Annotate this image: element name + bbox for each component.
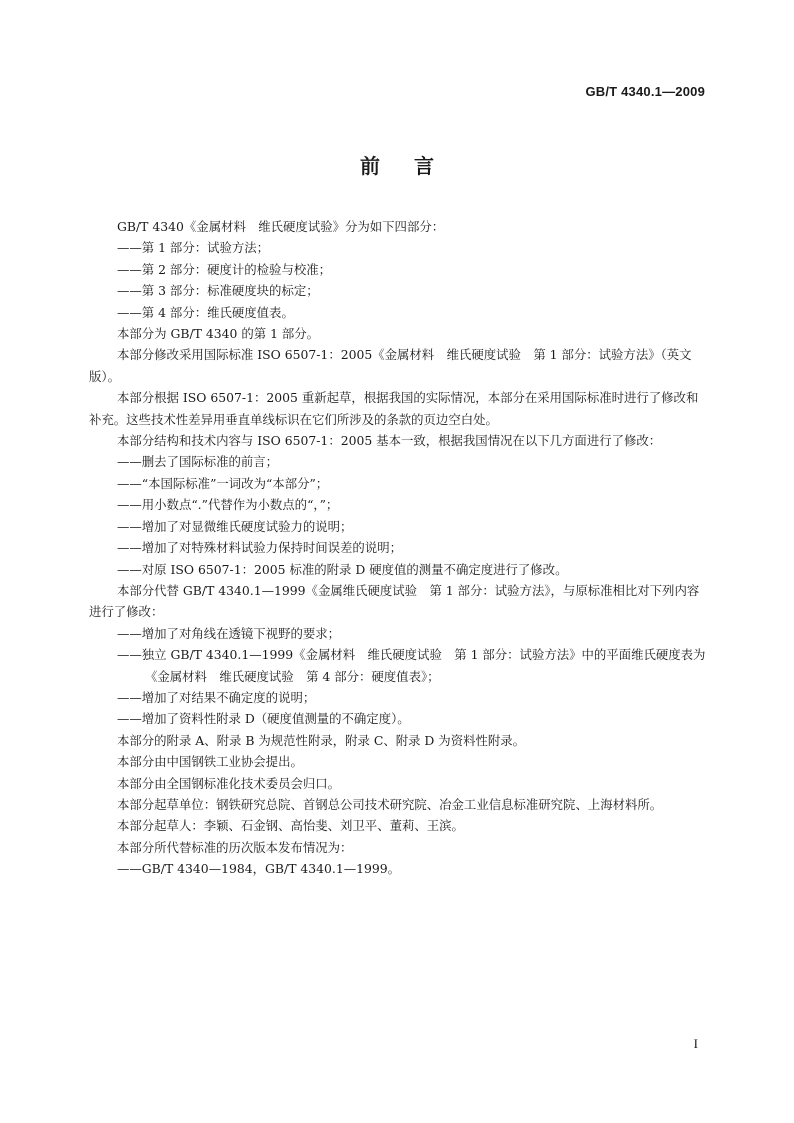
list-item: ——独立 GB/T 4340.1—1999《金属材料 维氏硬度试验 第 1 部分：试验方法》中的平面维氏硬度表为《金属材料 维氏硬度试验 第 4 部分：硬度值表》；: [117, 647, 706, 684]
paragraph: 本部分代替 GB/T 4340.1—1999《金属维氏硬度试验 第 1 部分：试验方法》，与原标准相比对下列内容进行了修改：: [89, 582, 700, 620]
list-item: ——删去了国际标准的前言；: [117, 454, 279, 470]
list-item: ——增加了资料性附录 D（硬度值测量的不确定度）。: [117, 711, 410, 727]
list-item: ——用小数点“.”代替作为小数点的“，”；: [117, 497, 339, 513]
page-title: 前言: [360, 154, 468, 178]
list-item: ——增加了对结果不确定度的说明；: [117, 689, 316, 705]
list-item: ——增加了对特殊材料试验力保持时间误差的说明；: [117, 540, 402, 556]
list-item: ——增加了对显微维氏硬度试验力的说明；: [117, 518, 353, 534]
list-item: ——“本国际标准”一词改为“本部分”；: [117, 475, 329, 491]
paragraph: 本部分由全国钢标准化技术委员会归口。: [117, 775, 341, 791]
foreword-body: [89, 216, 706, 880]
standard-code: GB/T 4340.1—2009: [585, 84, 705, 99]
paragraph: 本部分为 GB/T 4340 的第 1 部分。: [117, 326, 320, 342]
list-item: ——增加了对角线在透镜下视野的要求；: [117, 625, 341, 641]
paragraph: 本部分所代替标准的历次版本发布情况为：: [117, 839, 353, 855]
list-item: ——第 2 部分：硬度计的检验与校准；: [117, 261, 332, 277]
paragraph: 本部分由中国钢铁工业协会提出。: [117, 754, 303, 770]
list-item: ——GB/T 4340—1984，GB/T 4340.1—1999。: [117, 861, 401, 877]
list-item: ——对原 ISO 6507-1：2005 标准的附录 D 硬度值的测量不确定度进行了修改。: [117, 561, 568, 577]
list-item: ——第 1 部分：试验方法；: [117, 240, 270, 256]
paragraph: 本部分起草人：李颖、石金钢、高怡斐、刘卫平、董莉、王滨。: [117, 818, 464, 834]
paragraph: 本部分修改采用国际标准 ISO 6507-1：2005《金属材料 维氏硬度试验 第 1 部分：试验方法》（英文版）。: [89, 347, 692, 384]
list-item: ——第 3 部分：标准硬度块的标定；: [117, 283, 319, 299]
paragraph: 本部分起草单位：钢铁研究总院、首钢总公司技术研究院、冶金工业信息标准研究院、上海材料所。: [117, 796, 663, 812]
paragraph: 本部分根据 ISO 6507-1：2005 重新起草，根据我国的实际情况，本部分在采用国际标准时进行了修改和补充。这些技术性差异用垂直单线标识在它们所涉及的条款的页边空白处。: [89, 390, 699, 427]
page-number: I: [693, 1036, 698, 1051]
paragraph: GB/T 4340《金属材料 维氏硬度试验》分为如下四部分：: [117, 219, 445, 234]
list-item: ——第 4 部分：维氏硬度值表。: [117, 304, 294, 320]
paragraph: 本部分的附录 A、附录 B 为规范性附录，附录 C、附录 D 为资料性附录。: [117, 732, 526, 748]
paragraph: 本部分结构和技术内容与 ISO 6507-1：2005 基本一致，根据我国情况在以下几方面进行了修改：: [117, 433, 662, 449]
